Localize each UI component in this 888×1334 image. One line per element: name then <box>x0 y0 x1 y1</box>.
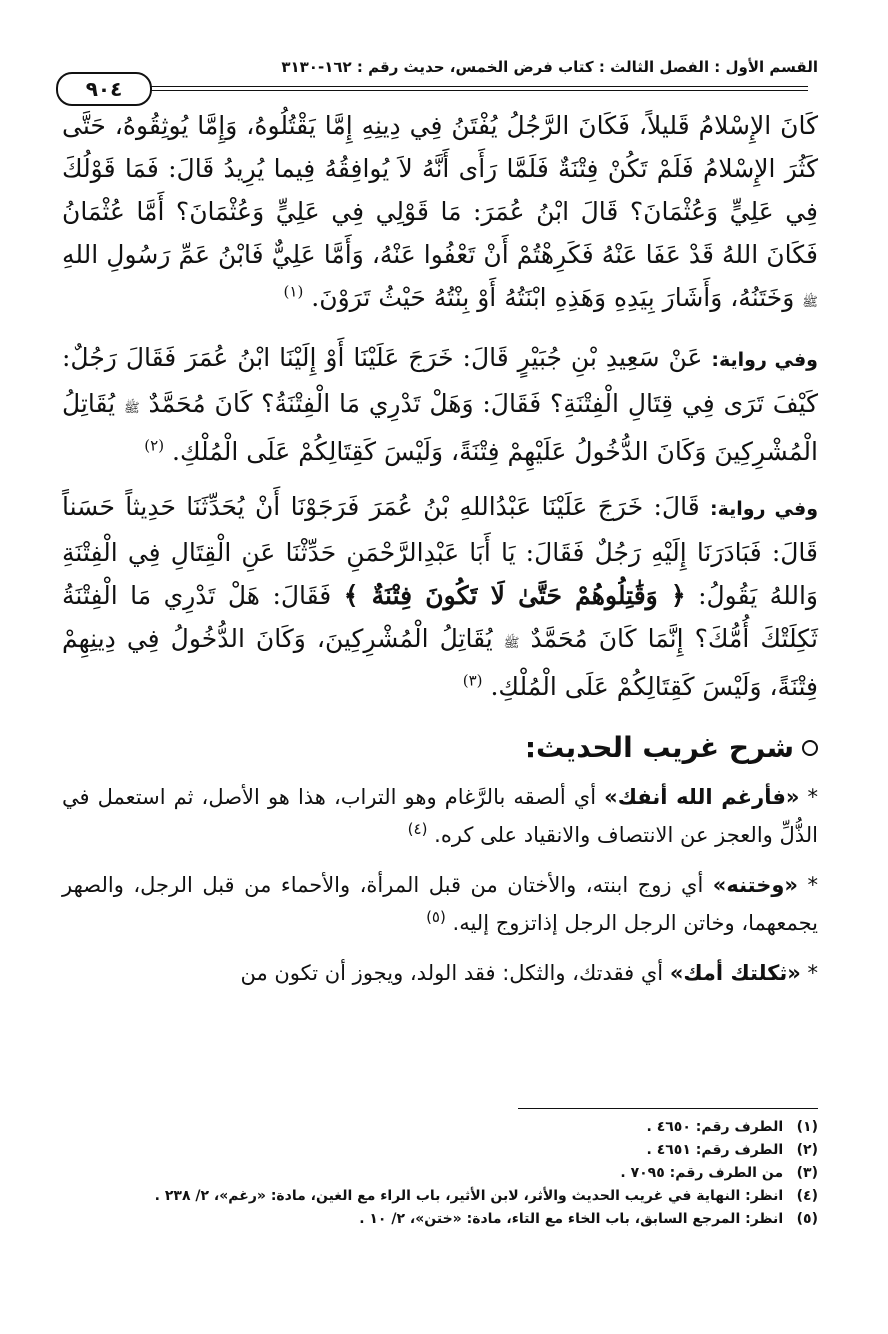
paragraph-text: يُقَاتِلُ الْمُشْرِكِينَ، وَكَانَ الدُّخُولُ فِي دِينِهِمْ فِتْنَةً، وَلَيْسَ كَقِتَالِكُمْ عَلَى الْمُلْكِ. <box>62 624 818 701</box>
footnote-text: انظر: المرجع السابق، باب الخاء مع التاء، مادة: «ختن»، ٢/ ١٠ . <box>359 1211 784 1227</box>
footnote-number: (٣) <box>796 1165 818 1181</box>
narration-lead: وفي رواية: <box>710 498 819 520</box>
glossary-term: «ثكلتك أمك» <box>669 961 801 985</box>
hadith-paragraph <box>62 336 818 473</box>
paragraph-text: قَالَ: خَرَجَ عَلَيْنَا عَبْدُاللهِ بْنُ عُمَرَ فَرَجَوْنَا أَنْ يُحَدِّثَنَا حَدِيثاً حَسَناً قَالَ: فَبَادَرَنَا إِلَيْهِ رَجُلٌ فَقَالَ: يَا أَبَا عَبْدِالرَّحْمَنِ حَدِّثْنَا عَنِ الْقِتَالِ فِي الْفِتْنَةِ وَاللهُ يَقُولُ: <box>62 492 818 610</box>
footnote-number: (٢) <box>796 1142 818 1158</box>
footnote-text: الطرف رقم: ٤٦٥١ . <box>646 1142 784 1158</box>
salutation-icon: ﷺ <box>503 636 520 651</box>
footnote-number: (١) <box>796 1119 818 1135</box>
footnote-ref: (٣) <box>462 671 483 690</box>
glossary-term: «وختنه» <box>712 873 798 897</box>
salutation-icon: ﷺ <box>123 401 140 416</box>
footnote-text: انظر: النهاية في غريب الحديث والأثر، لابن الأثير، باب الراء مع الغين، مادة: «رغم»، ٢/ ٢٣٨ . <box>154 1188 784 1204</box>
paragraph-text: عَنْ سَعِيدِ بْنِ جُبَيْرٍ قَالَ: خَرَجَ عَلَيْنَا أَوْ إِلَيْنَا ابْنُ عُمَرَ فَقَالَ رَجُلٌ: كَيْفَ تَرَى فِي قِتَالِ الْفِتْنَةِ؟ فَقَالَ: وَهَلْ تَدْرِي مَا الْفِتْنَةُ؟ كَانَ مُحَمَّدٌ <box>62 343 819 418</box>
glossary-text: أي زوج ابنته، والأختان من قبل المرأة، والأحماء من قبل الرجل، والصهر يجمعهما، وخاتن الرجل الرجل إذاتزوج إليه. <box>62 873 818 935</box>
hadith-paragraph <box>62 485 818 708</box>
page-number: ٩٠٤ <box>56 72 152 106</box>
running-head: القسم الأول : الفصل الثالث : كتاب فرض الخمس، حديث رقم : ١٦٢-٣١٣٠ <box>281 58 818 76</box>
footnote-number: (٤) <box>796 1188 818 1204</box>
glossary-entry <box>62 954 818 992</box>
footnote <box>60 1185 818 1208</box>
footnotes <box>60 1116 818 1231</box>
quran-verse: ﴿ وَقَٰتِلُوهُمْ حَتَّىٰ لَا تَكُونَ فِتْنَةٌ ﴾ <box>343 581 686 610</box>
star-icon: * <box>807 785 818 809</box>
glossary-entry <box>62 866 818 942</box>
footnote-ref: (٤) <box>407 820 428 838</box>
footnote-text: الطرف رقم: ٤٦٥٠ . <box>646 1119 784 1135</box>
main-text <box>62 104 818 992</box>
paragraph-text: كَانَ الإِسْلامُ قَليلاً، فَكَانَ الرَّجُلُ يُفْتَنُ فِي دِينِهِ إِمَّا يَقْتُلُوهُ، وَإِمَّا يُوثِقُوهُ، حَتَّى كَثُرَ الإِسْلامُ فَلَمْ تَكُنْ فِتْنَةٌ فَلَمَّا رَأَى أَنَّهُ لاَ يُوافِقُهُ فِيما يُرِيدُ قَالَ: فَمَا قَوْلُكَ فِي عَلِيٍّ وَعُثْمَانَ؟ قَالَ ابْنُ عُمَرَ: مَا قَوْلِي فِي عَلِيٍّ وَعُثْمَانَ؟ أَمَّا عُثْمَانُ فَكَانَ اللهُ قَدْ عَفَا عَنْهُ فَكَرِهْتُمْ أَنْ تَعْفُوا عَنْهُ، وَأَمَّا عَلِيٌّ فَابْنُ عَمِّ رَسُولِ اللهِ <box>62 111 818 269</box>
footnote-ref: (١) <box>283 282 304 301</box>
header-rule <box>150 86 808 87</box>
narration-lead: وفي رواية: <box>711 349 818 371</box>
paragraph-text: فَقَالَ: هَلْ تَدْرِي مَا الْفِتْنَةُ ثَكِلَتْكَ أُمُّكَ؟ إِنَّمَا كَانَ مُحَمَّدٌ <box>62 581 818 653</box>
paragraph-text: يُقَاتِلُ الْمُشْرِكِينَ وَكَانَ الدُّخُولُ عَلَيْهِمْ فِتْنَةً، وَلَيْسَ كَقِتَالِكُمْ عَلَى الْمُلْكِ. <box>62 389 818 466</box>
footnote-number: (٥) <box>796 1211 818 1227</box>
hadith-paragraph <box>62 104 818 324</box>
footnote-rule <box>518 1108 818 1109</box>
star-icon: * <box>807 961 818 985</box>
circle-bullet-icon <box>802 740 818 756</box>
footnote-ref: (٥) <box>426 908 446 926</box>
footnote <box>60 1116 818 1139</box>
footnote <box>60 1162 818 1185</box>
footnote-ref: (٢) <box>144 436 165 455</box>
glossary-text: أي فقدتك، والثكل: فقد الولد، ويجوز أن تكون من <box>240 961 664 985</box>
section-title: شرح غريب الحديث: <box>524 731 794 764</box>
star-icon: * <box>807 873 818 897</box>
footnote <box>60 1208 818 1231</box>
section-heading <box>62 726 818 770</box>
glossary-text: أي ألصقه بالرَّغام وهو التراب، هذا هو الأصل، ثم استعمل في الذُّلِّ والعجز عن الانتصاف والانقياد على كره. <box>62 785 818 847</box>
glossary-term: «فأرغم الله أنفك» <box>604 785 800 809</box>
salutation-icon: ﷺ <box>802 295 818 310</box>
glossary-entry <box>62 778 818 854</box>
paragraph-text: وَخَتَنُهُ، وَأَشَارَ بِيَدِهِ وَهَذِهِ ابْنَتُهُ أَوْ بِنْتُهُ حَيْثُ تَرَوْنَ. <box>311 283 795 312</box>
footnote <box>60 1139 818 1162</box>
footnote-text: من الطرف رقم: ٧٠٩٥ . <box>620 1165 784 1181</box>
